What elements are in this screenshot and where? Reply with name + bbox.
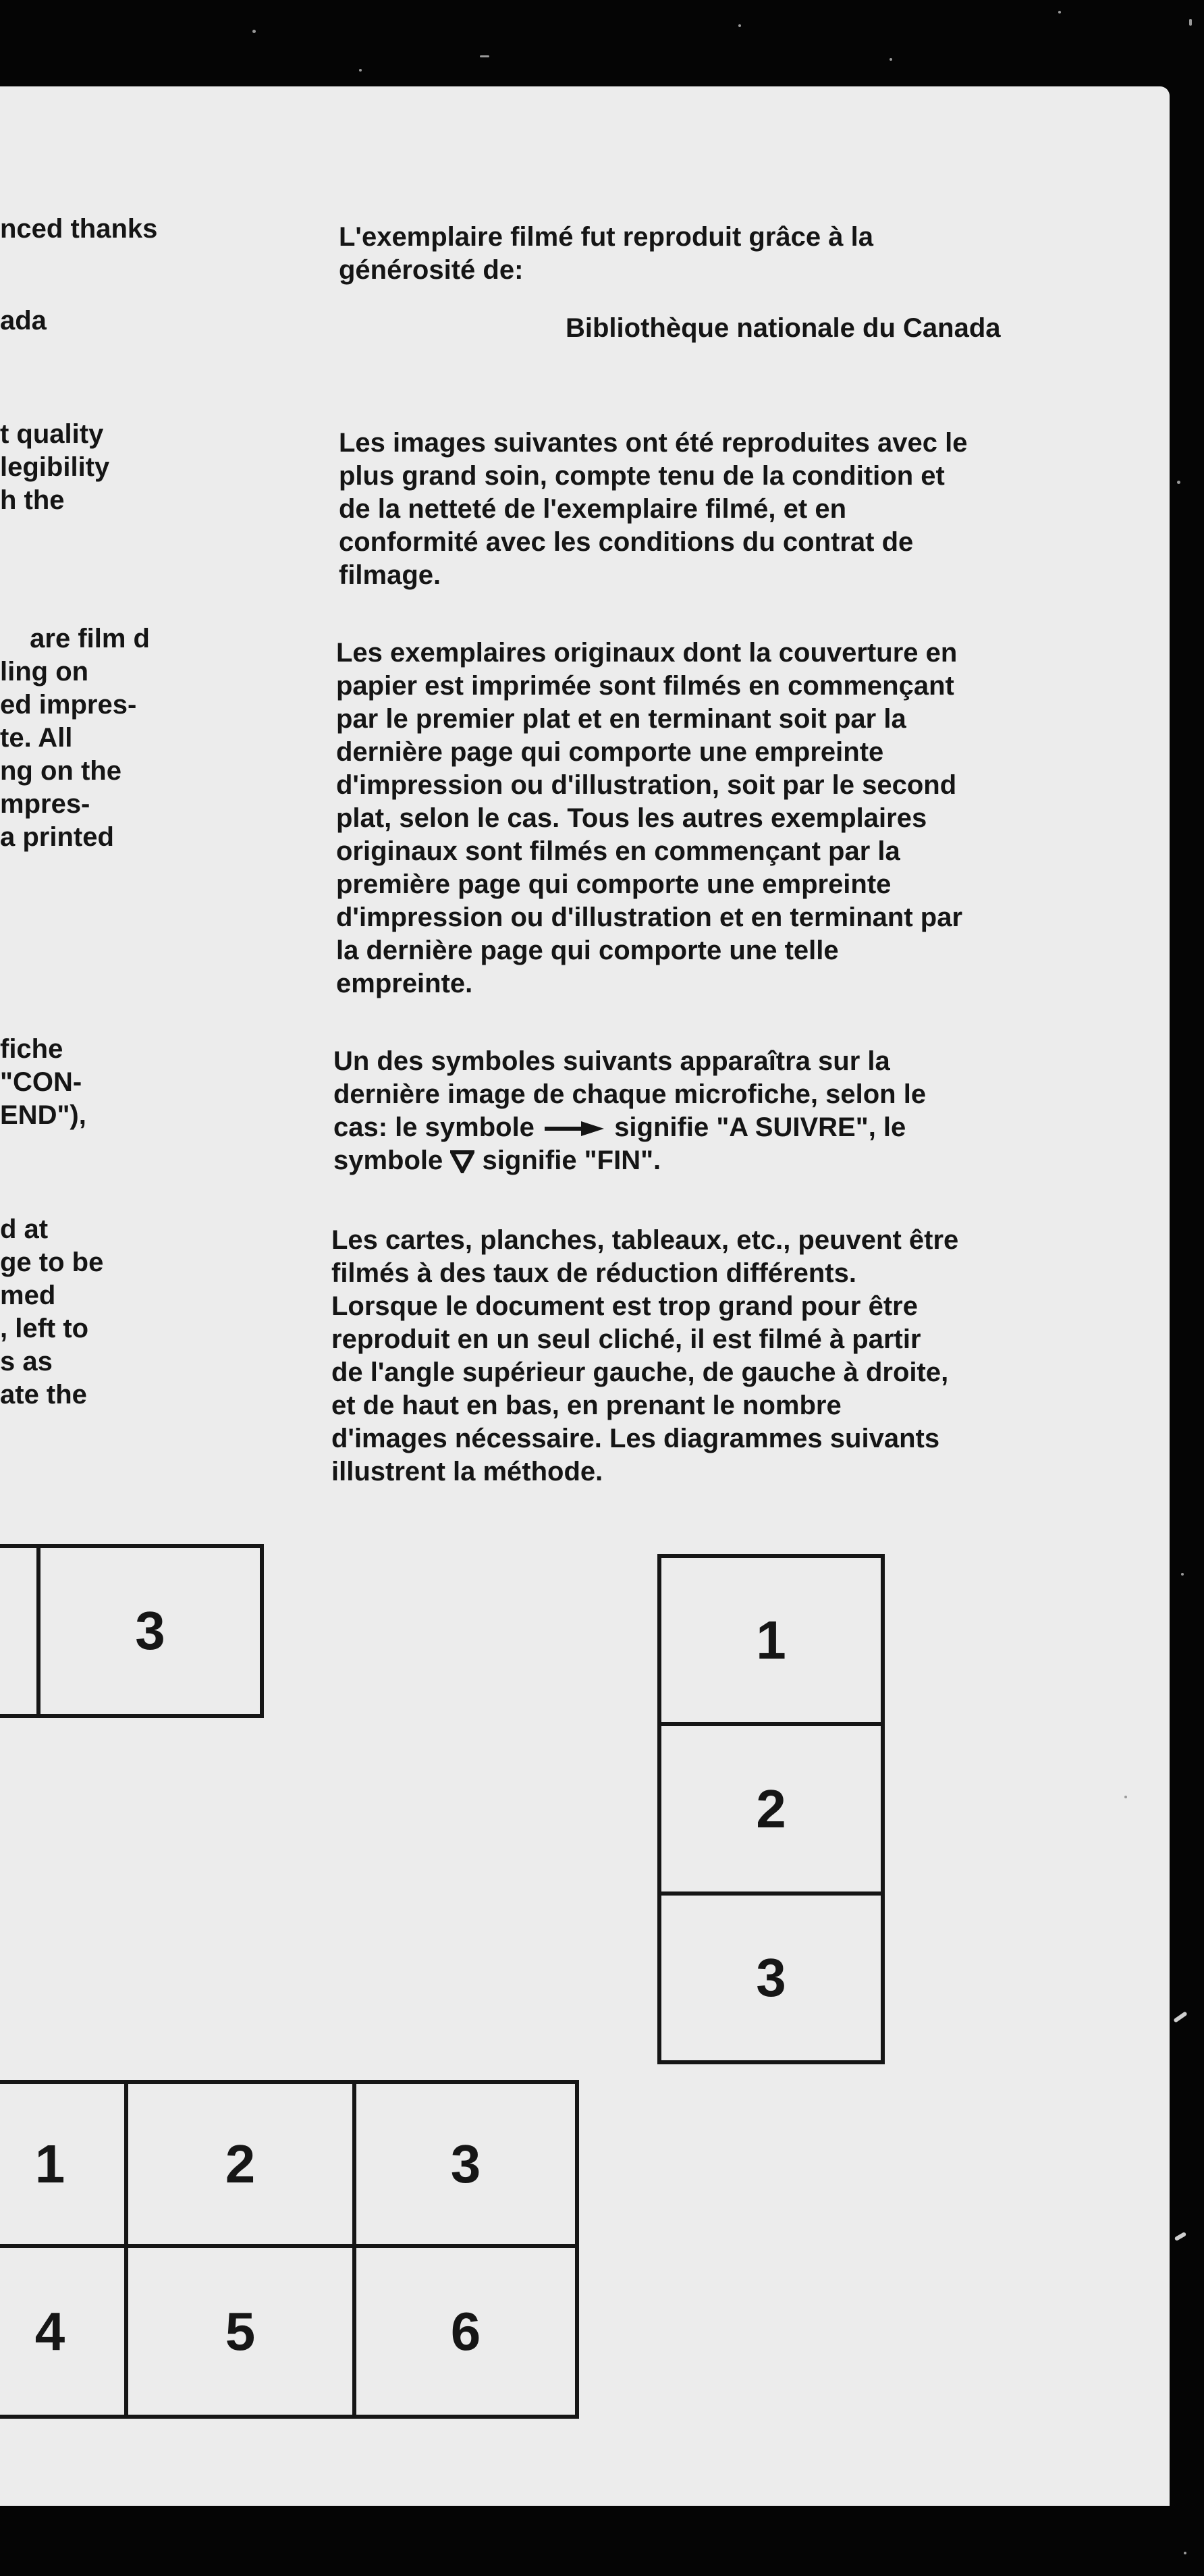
text-line: Les cartes, planches, tableaux, etc., peuvent être xyxy=(331,1225,959,1255)
text-line: par le premier plat et en terminant soit par la xyxy=(336,704,906,734)
frame-number: 1 xyxy=(34,2133,65,2194)
scan-speck xyxy=(1181,1573,1184,1576)
diagram-grid-frame-2 xyxy=(124,2080,356,2248)
left-symbols-paragraph xyxy=(0,1033,86,1132)
text-line: t quality xyxy=(0,419,104,449)
text-fragment: cas: le symbole xyxy=(333,1112,535,1142)
text-line: ate the xyxy=(0,1380,87,1410)
symbols-paragraph xyxy=(333,1045,926,1177)
text-line: filmage. xyxy=(339,560,441,590)
text-line: ling on xyxy=(0,657,89,687)
left-quality-paragraph xyxy=(0,418,109,517)
frame-number: 2 xyxy=(756,1778,786,1839)
text-line: première page qui comporte une empreinte xyxy=(336,869,892,899)
diagram-column-frame-3 xyxy=(657,1891,885,2064)
text-line: générosité de: xyxy=(339,255,524,285)
scan-speck xyxy=(1058,11,1061,14)
text-line: filmés à des taux de réduction différents. xyxy=(331,1258,856,1288)
text-line: are film d xyxy=(30,624,150,653)
frame-number: 5 xyxy=(225,2301,256,2361)
text-line: conformité avec les conditions du contrat de xyxy=(339,527,914,557)
text-fragment: signifie "A SUIVRE", le xyxy=(614,1112,906,1142)
text-line: te. All xyxy=(0,723,73,753)
text-line: empreinte. xyxy=(336,969,473,998)
text-line: s as xyxy=(0,1347,53,1376)
scan-speck xyxy=(480,55,489,57)
end-triangle-icon xyxy=(450,1150,474,1173)
left-maps-paragraph xyxy=(0,1213,103,1412)
text-line: L'exemplaire filmé fut reproduit grâce à la xyxy=(339,222,873,252)
diagram-row-frame-3 xyxy=(36,1544,264,1718)
text-line xyxy=(333,1111,926,1144)
frame-number: 6 xyxy=(450,2301,481,2361)
frame-number: 3 xyxy=(135,1601,165,1661)
left-institution xyxy=(0,304,47,338)
scan-speck xyxy=(1177,481,1180,484)
scan-speck xyxy=(1184,2552,1186,2554)
text-line: nced thanks xyxy=(0,214,158,244)
diagram-column-frame-2 xyxy=(657,1722,885,1896)
text-line: ng on the xyxy=(0,756,121,786)
diagram-grid-frame-1 xyxy=(0,2080,128,2248)
text-line: ge to be xyxy=(0,1247,104,1277)
text-line: ed impres- xyxy=(0,690,137,720)
frame-number: 3 xyxy=(450,2133,481,2194)
frame-number: 1 xyxy=(756,1609,786,1670)
text-line: h the xyxy=(0,485,65,515)
scan-speck xyxy=(890,58,892,61)
text-line: "CON- xyxy=(0,1067,82,1097)
diagram-row-frame-left xyxy=(0,1544,40,1718)
text-line: Un des symboles suivants apparaîtra sur la xyxy=(333,1046,890,1076)
text-line: d'images nécessaire. Les diagrammes suivants xyxy=(331,1424,940,1453)
text-line: d at xyxy=(0,1214,49,1244)
text-line: d'impression ou d'illustration et en terminant par xyxy=(336,903,963,932)
originals-paragraph xyxy=(336,637,962,1000)
text-line: dernière page qui comporte une empreinte xyxy=(336,737,884,767)
left-originals-paragraph xyxy=(0,622,150,854)
maps-paragraph xyxy=(331,1224,958,1488)
frame-number: 4 xyxy=(34,2301,65,2361)
text-line: illustrent la méthode. xyxy=(331,1457,603,1486)
text-line: et de haut en bas, en prenant le nombre xyxy=(331,1391,842,1420)
text-line: de la netteté de l'exemplaire filmé, et en xyxy=(339,494,847,524)
diagram-column-frame-1 xyxy=(657,1554,885,1726)
text-line xyxy=(333,1144,926,1177)
text-line: mpres- xyxy=(0,789,90,819)
scan-speck xyxy=(359,69,362,72)
text-line: plat, selon le cas. Tous les autres exemplaires xyxy=(336,803,927,833)
text-line: Les images suivantes ont été reproduites avec le xyxy=(339,428,968,458)
text-line: originaux sont filmés en commençant par la xyxy=(336,836,900,866)
text-line: fiche xyxy=(0,1034,63,1064)
text-line: de l'angle supérieur gauche, de gauche à droite, xyxy=(331,1358,949,1387)
quality-paragraph xyxy=(339,427,967,592)
text-line: ada xyxy=(0,306,47,336)
text-line: d'impression ou d'illustration, soit par le second xyxy=(336,770,957,800)
acknowledgement-paragraph xyxy=(339,221,873,287)
scan-speck xyxy=(738,24,741,27)
continued-arrow-icon xyxy=(542,1121,607,1137)
text-line: plus grand soin, compte tenu de la condition et xyxy=(339,461,945,491)
text-line: END"), xyxy=(0,1100,86,1130)
diagram-grid-frame-4 xyxy=(0,2244,128,2419)
text-line: legibility xyxy=(0,452,110,482)
text-fragment: symbole xyxy=(333,1146,443,1175)
scan-speck xyxy=(1124,1796,1127,1798)
text-line: Bibliothèque nationale du Canada xyxy=(566,313,1001,343)
text-line: a printed xyxy=(0,822,114,852)
frame-number: 3 xyxy=(756,1948,786,2008)
diagram-grid-frame-5 xyxy=(124,2244,356,2419)
diagram-grid-frame-6 xyxy=(352,2244,579,2419)
scan-speck xyxy=(1174,2232,1187,2241)
text-line: , left to xyxy=(0,1314,89,1343)
text-line: reproduit en un seul cliché, il est filmé à partir xyxy=(331,1324,921,1354)
text-fragment: signifie "FIN". xyxy=(482,1146,661,1175)
scan-speck xyxy=(1173,2011,1187,2023)
frame-number: 2 xyxy=(225,2133,256,2194)
text-line: dernière image de chaque microfiche, selon le xyxy=(333,1079,927,1109)
text-line: Les exemplaires originaux dont la couverture en xyxy=(336,638,958,668)
scan-speck xyxy=(252,30,256,33)
text-line: Lorsque le document est trop grand pour être xyxy=(331,1291,918,1321)
scan-speck xyxy=(1189,19,1192,26)
text-line: papier est imprimée sont filmés en commençant xyxy=(336,671,954,701)
text-line: la dernière page qui comporte une telle xyxy=(336,936,839,965)
left-acknowledgement xyxy=(0,213,157,246)
diagram-grid-frame-3 xyxy=(352,2080,579,2248)
text-line: med xyxy=(0,1281,56,1310)
institution-name xyxy=(566,312,1001,345)
